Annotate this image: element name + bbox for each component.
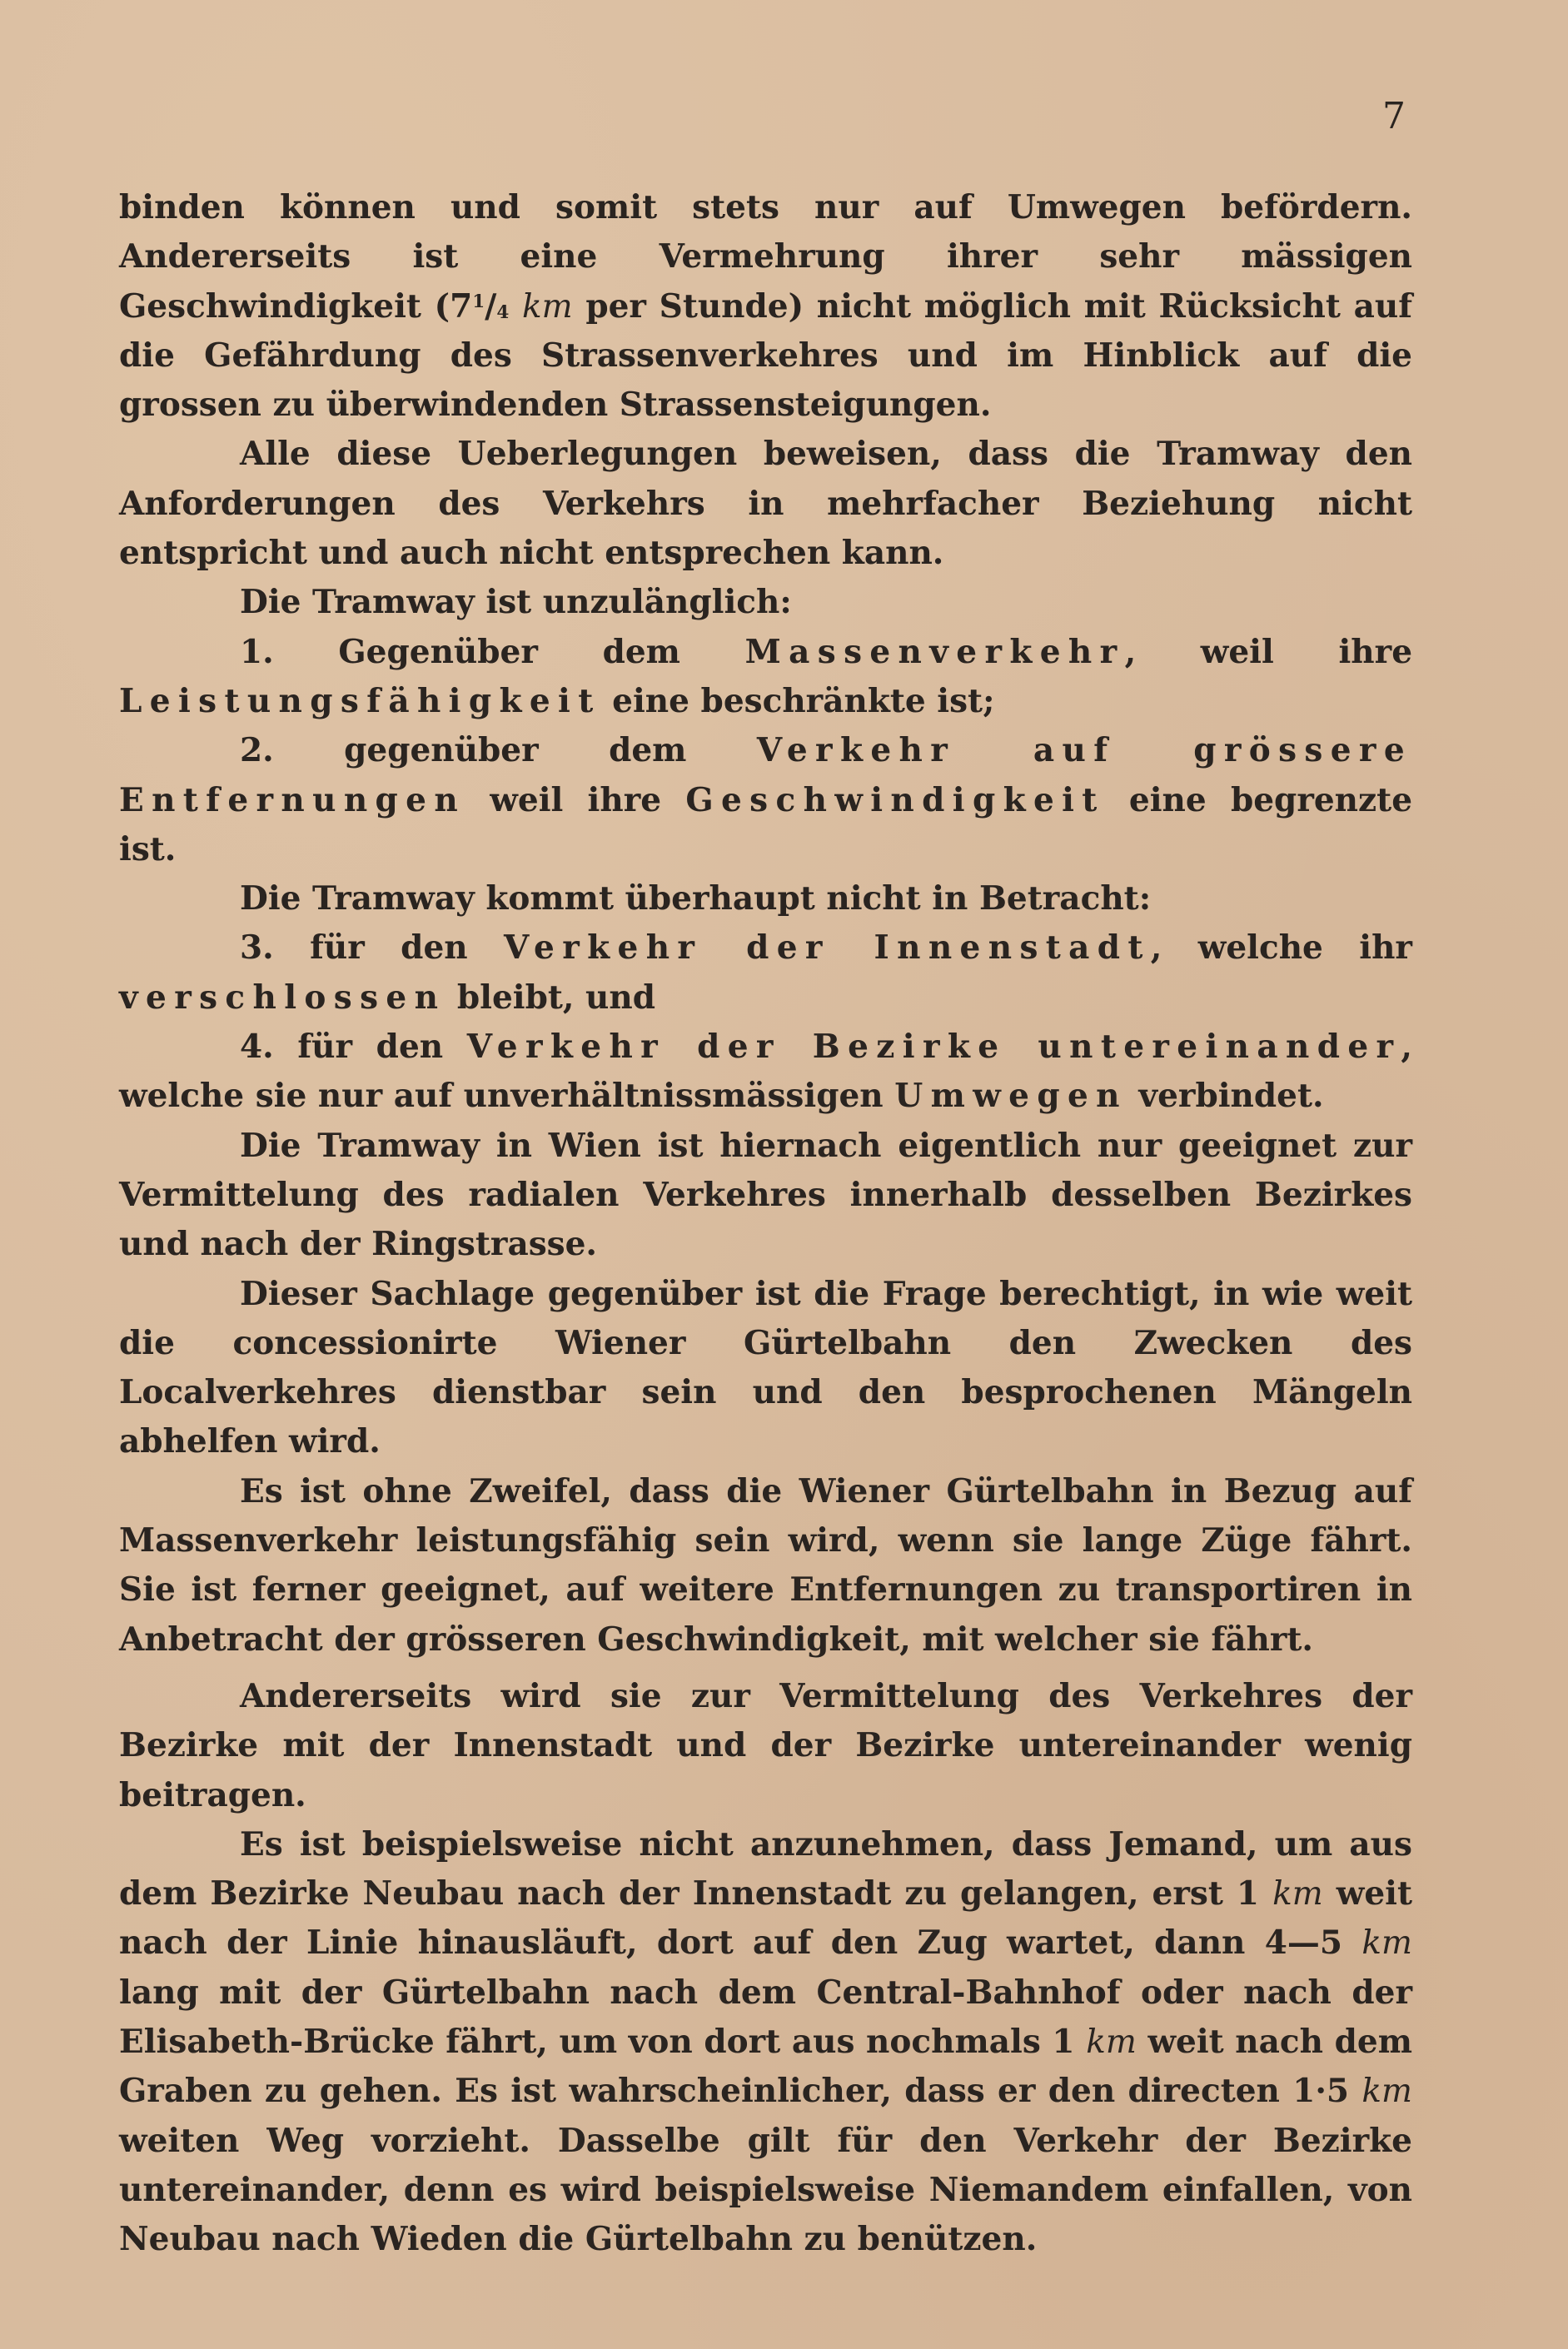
text-run: weil ihre <box>465 780 686 819</box>
paragraph-12: Andererseits wird sie zur Vermittelung des Verkehres der Bezirke mit der Innenstadt und der Bezirke untereinander wenig beitragen. <box>119 1676 1412 1814</box>
paragraph-9: Die Tramway in Wien ist hiernach eigentlich nur geeignet zur Vermittelung des radialen Verkehres innerhalb desselben Bezirkes und nach der Ringstrasse. <box>119 1126 1412 1264</box>
paragraph-3: Die Tramway ist unzulänglich: <box>240 583 792 622</box>
paragraph-10: Dieser Sachlage gegenüber ist die Frage berechtigt, in wie weit die concessionirte Wiener Gürtelbahn den Zwecken des Localverkehres dienstbar sein und den besprochenen Mängeln abhelfen wird. <box>119 1274 1412 1461</box>
text-run: verbindet. <box>1127 1077 1324 1116</box>
text-run: 3. für den <box>240 928 505 968</box>
text-run: lang mit der Gürtelbahn nach dem Central-Bahnhof oder nach der Elisabeth-Brücke fährt, um von dort aus nochmals 1 <box>119 1973 1412 2061</box>
unit-km: km <box>1361 2073 1412 2111</box>
text-run: weit nach dem Graben zu gehen. Es ist wahrscheinlicher, dass er den directen 1·5 <box>119 2022 1412 2111</box>
spaced-emphasis: Geschwindigkeit <box>685 780 1105 819</box>
paragraph-4 <box>119 628 1412 727</box>
paragraph-1 <box>119 183 1412 430</box>
paragraph-13 <box>119 1820 1412 2265</box>
spaced-emphasis: Verkehr der Innenstadt <box>504 928 1151 968</box>
text-run: 1. Gegenüber dem <box>240 632 745 671</box>
fraction-slash: / <box>485 286 497 326</box>
text-run: eine begrenzte ist. <box>119 780 1413 868</box>
spaced-emphasis: Verkehr der Bezirke untereinander <box>466 1028 1401 1067</box>
text-run: 4. für den <box>240 1028 467 1067</box>
paragraph-7 <box>119 923 1412 1023</box>
text-run: weit nach der Linie hinausläuft, dort auf den Zug wartet, dann 4—5 <box>119 1874 1413 1963</box>
spaced-emphasis: verschlossen <box>119 978 446 1017</box>
fraction-denominator: 4 <box>496 301 510 323</box>
unit-km: km <box>1361 1924 1412 1963</box>
text-run: eine beschränkte ist; <box>600 681 995 720</box>
page-number: 7 <box>1382 95 1406 137</box>
spaced-emphasis: Umwegen <box>894 1077 1127 1116</box>
spaced-emphasis: Leistungsfähigkeit <box>119 681 601 720</box>
unit-km: km <box>522 287 573 326</box>
paragraph-2: Alle diese Ueberlegungen beweisen, dass die Tramway den Anforderungen des Verkehrs in mehrfacher Beziehung nicht entspricht und auch nicht entsprechen kann. <box>119 435 1412 573</box>
paragraph-5 <box>119 726 1412 874</box>
text-run: 2. gegenüber dem <box>240 731 757 770</box>
text-run: , weil ihre <box>1124 632 1413 671</box>
fraction <box>472 287 509 326</box>
spaced-emphasis: Massenverkehr <box>744 632 1125 671</box>
text-run: , welche ihr <box>1150 928 1412 968</box>
text-run: per Stunde) nicht möglich mit Rücksicht auf die Gefährdung des Strassenverkehres und im Hinblick auf die grossen zu überwindenden Strassensteigungen. <box>119 286 1413 425</box>
text-run: binden können und somit stets nur auf Umwegen befördern. Andererseits ist eine Vermehrung ihrer sehr mässigen Geschwindigkeit (7 <box>119 188 1412 326</box>
body-text <box>119 183 1412 2264</box>
paragraph-11: Es ist ohne Zweifel, dass die Wiener Gürtelbahn in Bezug auf Massenverkehr leistungsfähig sein wird, wenn sie lange Züge fährt. Sie ist ferner geeignet, auf weitere Entfernungen zu transportiren in Anbetracht der grösseren Geschwindigkeit, mit welcher sie fährt. <box>119 1471 1412 1659</box>
unit-km: km <box>1272 1875 1323 1914</box>
paragraph-6: Die Tramway kommt überhaupt nicht in Betracht: <box>240 879 1152 918</box>
text-run: weiten Weg vorzieht. Dasselbe gilt für den Verkehr der Bezirke untereinander, denn es wird beispielsweise Niemandem einfallen, von Neubau nach Wieden die Gürtelbahn zu benützen. <box>119 2121 1412 2259</box>
text-run: bleibt, und <box>446 978 656 1017</box>
paragraph-8 <box>119 1023 1412 1122</box>
text-run: Es ist beispielsweise nicht anzunehmen, dass Jemand, um aus dem Bezirke Neubau nach der Innenstadt zu gelangen, erst 1 <box>119 1824 1412 1914</box>
fraction-numerator: 1 <box>472 291 485 312</box>
text-run: , welche sie nur auf unverhältnissmässigen <box>119 1028 1412 1116</box>
spaced-emphasis: Verkehr auf grössere Entfernungen <box>119 731 1412 819</box>
unit-km: km <box>1086 2023 1137 2061</box>
